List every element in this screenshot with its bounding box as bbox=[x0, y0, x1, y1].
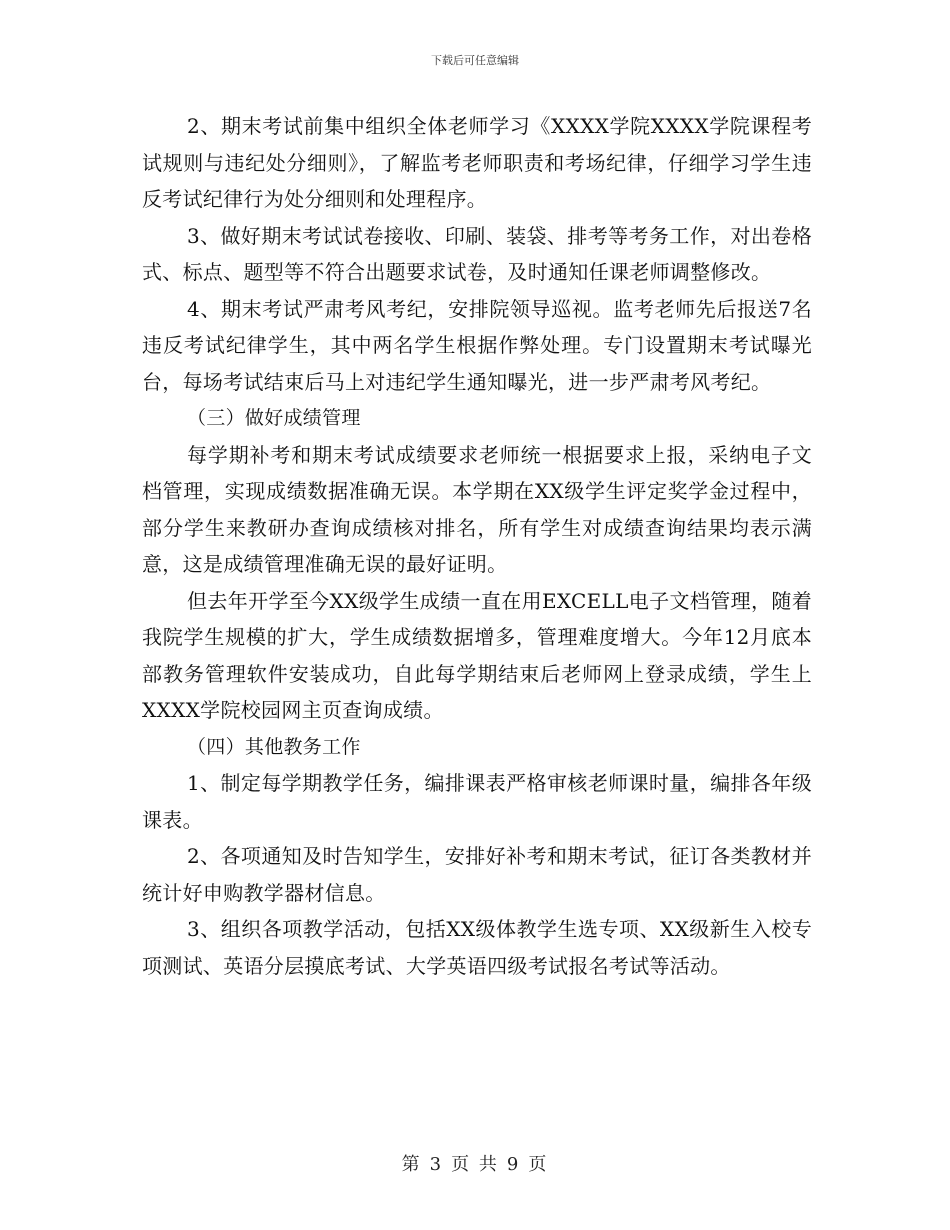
footer-total-pages: 9 bbox=[506, 1154, 521, 1175]
header-note: 下载后可任意编辑 bbox=[431, 54, 519, 67]
paragraph: 2、期末考试前集中组织全体老师学习《XXXX学院XXXX学院课程考试规则与违纪处分细则》，了解监考老师职责和考场纪律，仔细学习学生违反考试纪律行为处分细则和处理程序。 bbox=[142, 114, 812, 211]
paragraph: 1、制定每学期教学任务，编排课表严格审核老师课时量，编排各年级课表。 bbox=[142, 771, 812, 832]
paragraph: 4、期末考试严肃考风考纪，安排院领导巡视。监考老师先后报送7名违反考试纪律学生，其中两名学生根据作弊处理。专门设置期末考试曝光台，每场考试结束后马上对违纪学生通知曝光，进一步严肃考风考纪。 bbox=[142, 296, 812, 394]
section-heading: （四）其他教务工作 bbox=[187, 735, 361, 758]
paragraph: 2、各项通知及时告知学生，安排好补考和期末考试，征订各类教材并统计好申购教学器材信息。 bbox=[142, 844, 812, 905]
paragraph: 3、做好期末考试试卷接收、印刷、装袋、排考等考务工作，对出卷格式、标点、题型等不符合出题要求试卷，及时通知任课老师调整修改。 bbox=[142, 223, 812, 284]
document-body bbox=[142, 108, 812, 984]
footer-mid: 页 共 bbox=[451, 1154, 499, 1175]
footer-prefix: 第 bbox=[401, 1154, 422, 1175]
section-heading: （三）做好成绩管理 bbox=[187, 407, 361, 429]
footer-page-number: 3 bbox=[429, 1154, 444, 1175]
paragraph: 每学期补考和期末考试成绩要求老师统一根据要求上报，采纳电子文档管理，实现成绩数据准确无误。本学期在XX级学生评定奖学金过程中，部分学生来教研办查询成绩核对排名，所有学生对成绩查询结果均表示满意，这是成绩管理准确无误的最好证明。 bbox=[142, 442, 812, 576]
page-footer bbox=[0, 1150, 950, 1176]
paragraph: 但去年开学至今XX级学生成绩一直在用EXCELL电子文档管理，随着我院学生规模的扩大，学生成绩数据增多，管理难度增大。今年12月底本部教务管理软件安装成功，自此每学期结束后老师网上登录成绩，学生上XXXX学院校园网主页查询成绩。 bbox=[142, 588, 812, 722]
paragraph: 3、组织各项教学活动，包括XX级体教学生选专项、XX级新生入校专项测试、英语分层摸底考试、大学英语四级考试报名考试等活动。 bbox=[142, 917, 812, 978]
footer-suffix: 页 bbox=[528, 1154, 549, 1175]
